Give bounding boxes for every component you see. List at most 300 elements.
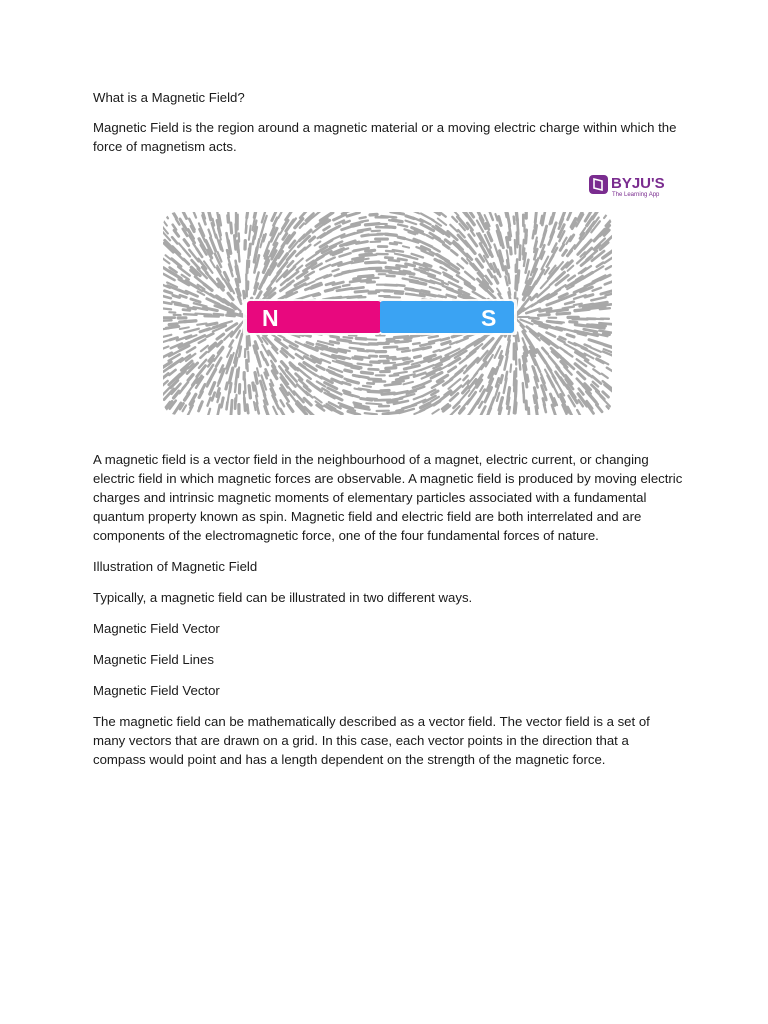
iron-filing	[449, 282, 462, 288]
iron-filing	[249, 386, 250, 398]
iron-filing	[358, 364, 372, 366]
iron-filing	[412, 290, 420, 291]
iron-filing	[382, 394, 395, 395]
iron-filing	[413, 212, 419, 214]
body-paragraph-2: The magnetic field can be mathematically described as a vector field. The vector field is a set of many vectors that are drawn on a grid. In this case, each vector points in the direction that a compass would point and has a length dependent on the strength of the magnetic force.	[93, 714, 650, 767]
iron-filing	[361, 344, 369, 345]
iron-filing	[229, 368, 232, 383]
iron-filing	[307, 342, 313, 344]
iron-filing	[332, 269, 338, 271]
iron-filing	[568, 251, 572, 256]
iron-filing	[544, 405, 546, 413]
iron-filing	[342, 382, 350, 385]
iron-filing	[226, 383, 228, 389]
iron-filing	[507, 213, 509, 226]
iron-filing	[351, 368, 359, 370]
iron-filing	[593, 288, 601, 291]
iron-filing	[385, 285, 397, 286]
iron-filing	[490, 212, 493, 220]
logo-brand-text: BYJU'S	[611, 175, 665, 192]
iron-filing	[165, 291, 172, 293]
iron-filing	[393, 381, 404, 383]
iron-filing	[183, 310, 190, 311]
iron-filing	[381, 216, 396, 217]
iron-filing	[345, 370, 352, 372]
iron-filing	[499, 217, 501, 226]
iron-filing	[584, 329, 597, 332]
iron-filing	[596, 405, 602, 412]
iron-filing	[236, 279, 238, 285]
iron-filing	[384, 347, 397, 348]
iron-filing	[164, 212, 168, 218]
iron-filing	[163, 308, 171, 309]
iron-filing	[172, 259, 181, 267]
iron-filing	[169, 324, 177, 325]
iron-filing	[568, 212, 574, 220]
iron-filing	[297, 266, 303, 271]
iron-filing	[300, 364, 305, 368]
iron-filing	[198, 291, 205, 295]
iron-filing	[175, 304, 187, 306]
iron-filing	[212, 393, 215, 401]
iron-filing	[214, 314, 223, 315]
iron-filing	[330, 372, 342, 377]
iron-filing	[304, 386, 310, 391]
iron-filing	[360, 269, 367, 270]
iron-filing	[231, 400, 232, 415]
iron-filing	[390, 243, 397, 244]
iron-filing	[163, 295, 171, 299]
iron-filing	[591, 297, 605, 300]
iron-filing	[434, 350, 440, 352]
iron-filing	[406, 221, 417, 225]
iron-filing	[441, 338, 449, 340]
list-item-vector: Magnetic Field Vector	[93, 621, 220, 636]
iron-filing	[269, 351, 276, 361]
iron-filing	[516, 335, 517, 350]
iron-filing	[353, 358, 362, 359]
iron-filing	[208, 409, 211, 415]
iron-filing	[414, 396, 422, 399]
iron-filing	[421, 291, 429, 293]
iron-filing	[577, 410, 581, 415]
iron-filing	[495, 277, 498, 283]
intro-paragraph: Magnetic Field is the region around a magnetic material or a moving electric charge within which the force of magnetism acts.	[93, 120, 677, 154]
iron-filing	[432, 409, 439, 413]
iron-filing	[384, 297, 400, 298]
iron-filing	[605, 385, 612, 392]
iron-filing	[315, 387, 321, 391]
iron-filing	[296, 251, 301, 256]
iron-filing	[343, 285, 350, 286]
iron-filing	[230, 383, 232, 392]
iron-filing	[185, 393, 190, 400]
iron-filing	[505, 267, 507, 274]
iron-filing	[604, 345, 612, 348]
iron-filing	[504, 378, 507, 393]
iron-filing	[365, 413, 377, 414]
iron-filing	[228, 216, 229, 223]
iron-filing	[365, 255, 376, 256]
iron-filing	[247, 261, 248, 273]
iron-filing	[256, 403, 258, 413]
iron-filing	[350, 281, 360, 282]
iron-filing	[560, 245, 564, 251]
iron-filing	[514, 217, 515, 224]
iron-filing	[174, 230, 178, 236]
iron-filing	[386, 267, 399, 268]
iron-filing	[249, 226, 251, 240]
iron-filing	[398, 259, 407, 261]
iron-filing	[315, 242, 321, 246]
iron-filing	[239, 250, 240, 262]
iron-filing	[498, 270, 501, 277]
iron-filing	[443, 379, 452, 385]
iron-filing	[325, 289, 332, 291]
iron-filing	[351, 287, 363, 288]
iron-filing	[200, 352, 206, 358]
iron-filing	[406, 264, 415, 266]
byjus-logo	[588, 172, 672, 198]
iron-filing	[257, 356, 260, 367]
iron-filing	[449, 359, 460, 366]
iron-filing	[163, 381, 168, 388]
iron-filing	[353, 225, 360, 227]
iron-filing	[411, 336, 419, 337]
iron-filing	[386, 368, 396, 369]
iron-filing	[494, 244, 498, 256]
iron-filing	[184, 314, 197, 315]
iron-filing	[163, 374, 168, 379]
iron-filing	[173, 295, 180, 297]
iron-filing	[278, 335, 284, 338]
iron-filing	[567, 335, 574, 337]
iron-filing	[450, 225, 457, 232]
iron-filing	[185, 321, 196, 322]
iron-filing	[460, 408, 464, 413]
iron-filing	[184, 329, 198, 333]
iron-filing	[369, 369, 379, 370]
iron-filing	[260, 275, 267, 289]
iron-filing	[351, 261, 363, 263]
iron-filing	[265, 406, 269, 415]
iron-filing	[320, 265, 330, 270]
iron-filing	[602, 374, 608, 378]
iron-filing	[207, 323, 217, 325]
iron-filing	[405, 338, 411, 339]
iron-filing	[434, 401, 440, 405]
subheading-field-vector: Magnetic Field Vector	[93, 683, 220, 698]
iron-filing	[340, 253, 351, 257]
iron-filing	[463, 376, 467, 380]
iron-filing	[542, 348, 548, 354]
iron-filing	[488, 270, 492, 277]
iron-filing	[390, 375, 398, 376]
iron-filing	[360, 217, 366, 218]
iron-filing	[366, 262, 379, 263]
iron-filing	[230, 341, 233, 347]
iron-filing	[314, 294, 320, 296]
iron-filing	[565, 351, 573, 356]
iron-filing	[217, 342, 222, 346]
iron-filing	[604, 212, 612, 218]
iron-filing	[575, 309, 589, 311]
iron-filing	[183, 212, 187, 218]
iron-filing	[535, 226, 536, 234]
iron-filing	[541, 270, 544, 275]
iron-filing	[338, 271, 353, 275]
iron-filing	[603, 392, 609, 397]
iron-filing	[600, 308, 610, 309]
iron-filing	[366, 250, 375, 251]
iron-filing	[413, 343, 420, 344]
iron-filing	[526, 235, 527, 243]
iron-filing	[356, 242, 367, 244]
iron-filing	[195, 314, 211, 315]
iron-filing	[397, 265, 407, 267]
iron-filing	[347, 380, 358, 383]
iron-filing	[500, 408, 502, 414]
iron-filing	[237, 331, 241, 338]
iron-filing	[180, 295, 186, 297]
north-pole-label: N	[262, 305, 279, 331]
iron-filing	[235, 377, 237, 392]
iron-filing	[344, 337, 353, 338]
iron-filing	[278, 212, 283, 218]
iron-filing	[526, 309, 540, 313]
iron-filing	[453, 212, 458, 216]
iron-filing	[227, 250, 229, 257]
iron-filing	[481, 407, 486, 416]
iron-filing	[603, 333, 609, 334]
iron-filing	[589, 340, 603, 344]
iron-filing	[346, 393, 359, 397]
iron-filing	[414, 370, 421, 372]
iron-filing	[440, 347, 450, 351]
iron-filing	[169, 370, 175, 375]
byjus-logo-icon	[588, 172, 672, 198]
iron-filing	[209, 230, 212, 237]
iron-filing	[296, 354, 303, 359]
page-heading: What is a Magnetic Field?	[93, 90, 245, 105]
iron-filing	[274, 218, 278, 226]
iron-filing	[507, 250, 509, 260]
iron-filing	[568, 276, 575, 281]
iron-filing	[280, 409, 284, 415]
iron-filing	[180, 327, 189, 329]
iron-filing	[188, 375, 193, 381]
iron-filing	[163, 339, 174, 343]
iron-filing	[421, 365, 434, 370]
iron-filing	[397, 348, 408, 349]
iron-filing	[403, 246, 409, 248]
iron-filing	[362, 372, 373, 373]
iron-filing	[350, 348, 364, 350]
iron-filing	[370, 214, 377, 215]
iron-filing	[234, 236, 235, 250]
iron-filing	[547, 333, 556, 337]
iron-filing	[414, 373, 425, 377]
iron-filing	[367, 383, 373, 384]
iron-filing	[247, 405, 248, 414]
iron-filing	[246, 226, 247, 233]
iron-filing	[194, 303, 207, 306]
iron-filing	[367, 278, 378, 279]
iron-filing	[178, 267, 190, 276]
iron-filing	[578, 372, 585, 379]
list-item-lines: Magnetic Field Lines	[93, 652, 214, 667]
iron-filing	[227, 402, 228, 409]
iron-filing	[334, 214, 346, 220]
iron-filing	[201, 346, 208, 351]
iron-filing	[387, 276, 395, 277]
iron-filing	[310, 237, 315, 241]
iron-filing	[288, 261, 293, 267]
iron-filing	[541, 216, 542, 223]
iron-filing	[163, 218, 167, 225]
iron-filing	[393, 220, 402, 222]
iron-filing	[366, 403, 381, 404]
iron-filing	[557, 322, 564, 323]
iron-filing	[386, 227, 395, 228]
iron-filing	[197, 249, 202, 257]
iron-filing	[235, 399, 236, 409]
iron-filing	[549, 238, 552, 245]
iron-filing	[369, 379, 381, 380]
iron-filing	[404, 361, 412, 363]
iron-filing	[289, 406, 293, 412]
iron-filing	[508, 260, 509, 267]
iron-filing	[429, 336, 438, 338]
iron-filing	[509, 233, 510, 240]
iron-filing	[163, 335, 171, 339]
iron-filing	[163, 302, 171, 304]
iron-filing	[508, 274, 509, 283]
iron-filing	[364, 339, 376, 340]
iron-filing	[397, 285, 405, 286]
iron-filing	[411, 281, 426, 284]
iron-filing	[420, 343, 434, 346]
iron-filing	[173, 212, 177, 218]
iron-filing	[585, 345, 591, 347]
iron-filing	[510, 364, 511, 372]
iron-filing	[526, 260, 529, 273]
iron-filing	[244, 291, 245, 300]
iron-filing	[330, 342, 338, 344]
south-pole-label: S	[481, 305, 497, 331]
iron-filing	[395, 242, 402, 243]
iron-filing	[570, 322, 577, 323]
iron-filing	[404, 366, 419, 370]
iron-filing	[497, 393, 499, 401]
iron-filing	[228, 293, 233, 299]
iron-filing	[334, 287, 340, 288]
iron-filing	[605, 281, 612, 285]
iron-filing	[217, 405, 220, 415]
iron-filing	[511, 248, 512, 254]
iron-filing	[457, 338, 468, 343]
iron-filing	[394, 372, 407, 374]
iron-filing	[575, 240, 582, 249]
iron-filing	[501, 376, 503, 383]
iron-filing	[326, 258, 335, 262]
iron-filing	[536, 407, 538, 416]
iron-filing	[423, 347, 431, 349]
iron-filing	[606, 266, 611, 269]
iron-filing	[239, 347, 241, 357]
iron-filing	[308, 381, 314, 386]
iron-filing	[163, 347, 168, 350]
iron-filing	[385, 258, 392, 259]
iron-filing	[541, 280, 548, 288]
iron-filing	[253, 383, 254, 390]
iron-filing	[386, 234, 397, 235]
iron-filing	[496, 367, 498, 373]
iron-filing	[324, 227, 330, 231]
subheading-illustration: Illustration of Magnetic Field	[93, 559, 258, 574]
iron-filing	[192, 212, 196, 218]
iron-filing	[434, 248, 440, 252]
iron-filing	[557, 310, 568, 312]
iron-filing	[388, 358, 395, 359]
iron-filing	[529, 408, 530, 415]
iron-filing	[550, 281, 555, 286]
iron-filing	[591, 348, 601, 352]
iron-filing	[245, 379, 246, 393]
iron-filing	[563, 250, 567, 255]
iron-filing	[529, 318, 538, 319]
iron-filing	[406, 294, 415, 295]
iron-filing	[166, 326, 179, 328]
iron-filing	[317, 366, 324, 370]
iron-filing	[210, 260, 214, 267]
iron-filing	[355, 291, 368, 292]
iron-filing	[404, 382, 414, 384]
iron-filing	[531, 294, 536, 300]
iron-filing	[392, 291, 404, 292]
iron-filing	[440, 267, 446, 270]
iron-filing	[423, 381, 431, 384]
iron-filing	[391, 212, 404, 214]
iron-filing	[517, 284, 518, 291]
iron-filing	[545, 268, 549, 274]
iron-filing	[331, 336, 339, 337]
iron-filing	[397, 410, 403, 411]
iron-filing	[505, 357, 508, 370]
iron-filing	[244, 398, 245, 411]
iron-filing	[515, 403, 516, 413]
iron-filing	[520, 246, 521, 260]
iron-filing	[465, 272, 474, 280]
iron-filing	[163, 320, 172, 321]
iron-filing	[184, 259, 189, 264]
iron-filing	[281, 400, 285, 406]
iron-filing	[488, 233, 491, 241]
iron-filing	[216, 358, 221, 367]
iron-filing	[207, 212, 211, 220]
iron-filing	[306, 281, 315, 285]
iron-filing	[354, 376, 368, 378]
iron-filing	[403, 359, 409, 360]
iron-filing	[590, 326, 604, 328]
iron-filing	[348, 411, 360, 415]
iron-filing	[208, 398, 211, 406]
iron-filing	[217, 334, 224, 339]
iron-filing	[591, 352, 600, 357]
body-paragraph-1: A magnetic field is a vector field in the neighbourhood of a magnet, electric current, or changing electric field in which magnetic forces are observable. A magnetic field is produced by moving electric charges and intrinsic magnetic moments of elementary particles associated with a fundamental quantum property known as spin. Magnetic field and electric field are both interrelated and are components of the electromagnetic force, one of the four fundamental forces of nature.	[93, 452, 683, 543]
iron-filing	[393, 250, 403, 252]
iron-filing	[359, 276, 373, 277]
